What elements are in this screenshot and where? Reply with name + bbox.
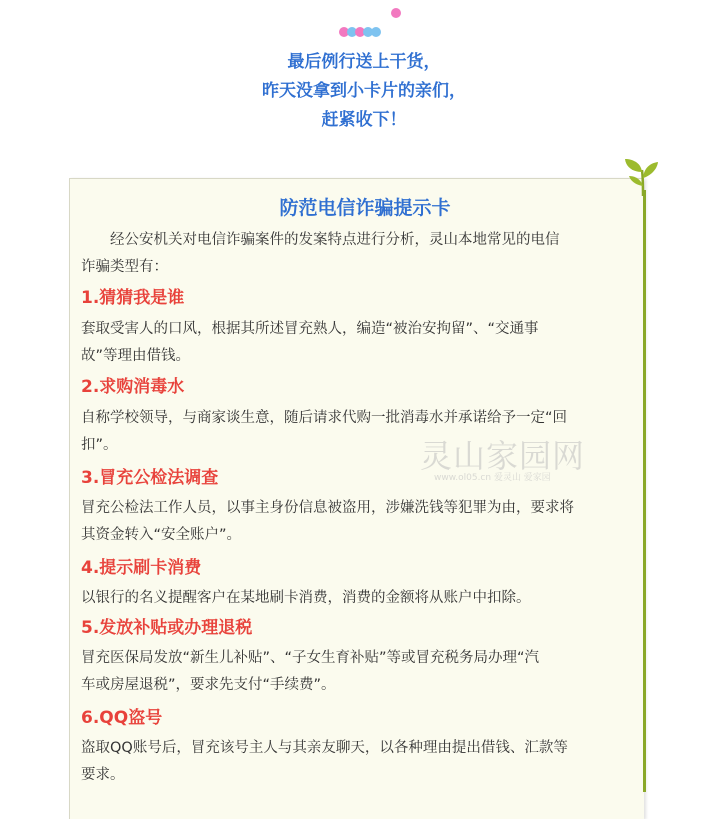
section-5-line-2: 车或房屋退税”，要求先支付“手续费”。: [81, 677, 336, 693]
leaf-icon: [620, 152, 664, 198]
section-body-6: [81, 735, 637, 789]
watermark-main: 灵山家园网: [420, 437, 586, 475]
section-2-line-2: 扣”。: [81, 437, 118, 453]
intro-text: [0, 48, 728, 135]
section-5-line-1: 冒充医保局发放“新生儿补贴”、“子女生育补贴”等或冒充税务局办理“汽: [81, 650, 540, 666]
section-1-line-1: 套取受害人的口风，根据其所述冒充熟人，编造“被治安拘留”、“交通事: [81, 321, 539, 337]
dot-pink-top: [391, 8, 401, 18]
intro-line-1: 最后例行送上干货，: [287, 52, 441, 72]
card-title: 防范电信诈骗提示卡: [279, 197, 451, 219]
section-body-5: [81, 645, 637, 699]
section-heading-5: 5.发放补贴或办理退税: [81, 618, 253, 638]
intro-line-3: 赶紧收下！: [321, 110, 407, 130]
section-6-line-2: 要求。: [81, 767, 125, 783]
section-body-4: [81, 585, 637, 612]
section-4-line-1: 以银行的名义提醒客户在某地刷卡消费，消费的金额将从账户中扣除。: [81, 590, 531, 606]
section-body-1: [81, 316, 637, 370]
watermark: [420, 439, 585, 484]
section-heading-2: 2.求购消毒水: [81, 377, 185, 397]
section-6-line-1: 盗取QQ账号后，冒充该号主人与其亲友聊天，以各种理由提出借钱、汇款等: [81, 740, 568, 756]
section-heading-3: 3.冒充公检法调查: [81, 468, 219, 488]
section-2-line-1: 自称学校领导，与商家谈生意，随后请求代购一批消毒水并承诺给予一定“回: [81, 410, 568, 426]
card-intro-line-1: 经公安机关对电信诈骗案件的发案特点进行分析，灵山本地常见的电信: [81, 232, 560, 248]
section-body-3: [81, 495, 637, 549]
section-heading-4: 4.提示刷卡消费: [81, 558, 202, 578]
card-intro: [81, 227, 637, 281]
section-3-line-2: 其资金转入“安全账户”。: [81, 527, 242, 543]
section-heading-1: 1.猜猜我是谁: [81, 288, 185, 308]
decorative-dots: [0, 0, 728, 40]
card-intro-line-2: 诈骗类型有：: [81, 259, 168, 275]
intro-line-2: 昨天没拿到小卡片的亲们，: [262, 81, 466, 101]
dot-blue-3: [371, 27, 381, 37]
tip-card: [69, 178, 644, 819]
watermark-sub: www.ol05.cn 爱灵山 爱家园: [434, 473, 551, 483]
card-right-border: [643, 190, 646, 792]
section-3-line-1: 冒充公检法工作人员，以事主身份信息被盗用，涉嫌洗钱等犯罪为由，要求将: [81, 500, 574, 516]
section-1-line-2: 故”等理由借钱。: [81, 348, 191, 364]
section-heading-6: 6.QQ盗号: [81, 708, 163, 728]
